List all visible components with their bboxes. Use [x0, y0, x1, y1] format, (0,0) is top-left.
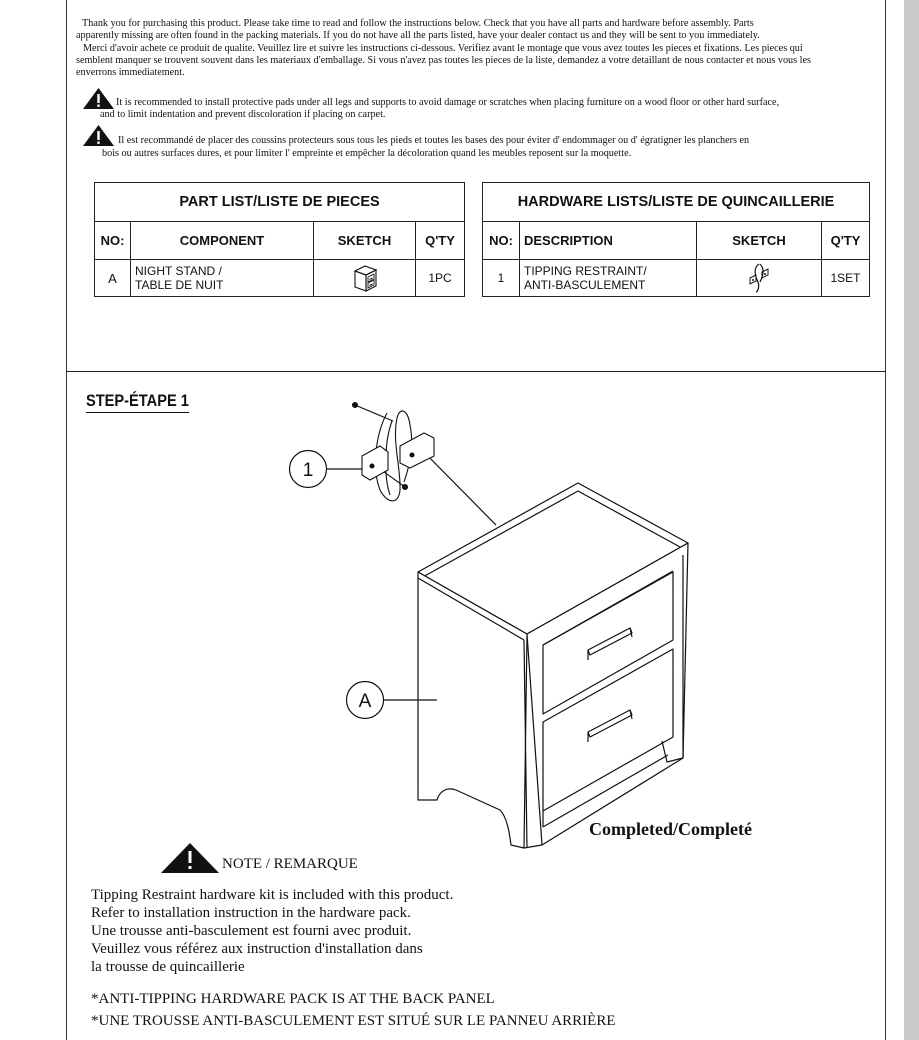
- hardware-description-line1: TIPPING RESTRAINT/: [524, 264, 647, 278]
- part-list-header-qty: Q'TY: [416, 222, 465, 260]
- nightstand-drawing: [418, 483, 688, 848]
- part-list-header-component: COMPONENT: [131, 222, 314, 260]
- hardware-list-header-sketch: SKETCH: [697, 222, 822, 260]
- intro-fr-line2: semblent manquer se trouvent souvent dans les materiaux d'emballage. Si vous n'avez pas toutes les pieces de la liste, demandez a votre detaillant de nous contacter et nous vous les: [76, 55, 811, 66]
- step-title: STEP-ÉTAPE 1: [86, 391, 189, 413]
- hardware-list-header-no: NO:: [483, 222, 520, 260]
- part-list-header-no: NO:: [95, 222, 131, 260]
- intro-en-line2: apparently missing are often found in the packing materials. If you do not have all the parts listed, have your dealer contact us and they will be sent to you immediately.: [76, 30, 760, 41]
- note-line2: Refer to installation instruction in the hardware pack.: [91, 905, 411, 921]
- part-component-line2: TABLE DE NUIT: [135, 278, 224, 292]
- part-no: A: [95, 260, 131, 297]
- warning-en-line1: It is recommended to install protective pads under all legs and supports to avoid damage or scratches when placing furniture on a wood floor or other hard surface,: [116, 97, 780, 108]
- part-qty: 1PC: [416, 260, 465, 297]
- note-line5: la trousse de quincaillerie: [91, 959, 245, 975]
- tipping-restraint-drawing: [353, 403, 435, 501]
- part-list-header-sketch: SKETCH: [314, 222, 416, 260]
- warning-fr-line1: Il est recommandé de placer des coussins protecteurs sous tous les pieds et toutes les bases des pour éviter d' endommager ou d' égratigner les planchers en: [118, 135, 750, 146]
- note-caps-line2: *UNE TROUSSE ANTI-BASCULEMENT EST SITUÉ SUR LE PANNEU ARRIÈRE: [91, 1013, 616, 1029]
- hardware-list-title: HARDWARE LISTS/LISTE DE QUINCAILLERIE: [483, 183, 870, 222]
- note-title: NOTE / REMARQUE: [222, 856, 358, 872]
- callout-part-label: A: [358, 691, 372, 712]
- note-line3: Une trousse anti-basculement est fourni avec produit.: [91, 923, 412, 939]
- hardware-no: 1: [483, 260, 520, 297]
- intro-en-line1: Thank you for purchasing this product. Please take time to read and follow the instructions below. Check that you have all parts and hardware before assembly. Parts: [82, 18, 754, 29]
- note-line4: Veuillez vous référez aux instruction d'installation dans: [91, 941, 423, 957]
- intro-fr-line1: Merci d'avoir achete ce produit de qualite. Veuillez lire et suivre les instructions ci-dessous. Verifiez avant le montage que vous avez toutes les pieces et fixations. Les pieces qui: [83, 43, 803, 54]
- note-line1: Tipping Restraint hardware kit is included with this product.: [91, 887, 454, 903]
- callout-hardware-label: 1: [302, 460, 314, 481]
- intro-fr-line3: enverrons immediatement.: [76, 67, 185, 78]
- completed-label: Completed/Completé: [589, 819, 752, 839]
- part-list-title: PART LIST/LISTE DE PIECES: [95, 183, 465, 222]
- warning-en-line2: and to limit indentation and prevent discoloration if placing on carpet.: [100, 109, 386, 120]
- note-caps-line1: *ANTI-TIPPING HARDWARE PACK IS AT THE BACK PANEL: [91, 991, 495, 1007]
- hardware-description-line2: ANTI-BASCULEMENT: [524, 278, 646, 292]
- hardware-list-header-description: DESCRIPTION: [520, 222, 697, 260]
- part-component-line1: NIGHT STAND /: [135, 264, 222, 278]
- hardware-qty: 1SET: [822, 260, 870, 297]
- warning-icon: [161, 843, 219, 873]
- warning-fr-line2: bois ou autres surfaces dures, et pour limiter l' empreinte et empêcher la décoloration quand les meubles reposent sur la moquette.: [102, 148, 632, 159]
- hardware-list-header-qty: Q'TY: [822, 222, 870, 260]
